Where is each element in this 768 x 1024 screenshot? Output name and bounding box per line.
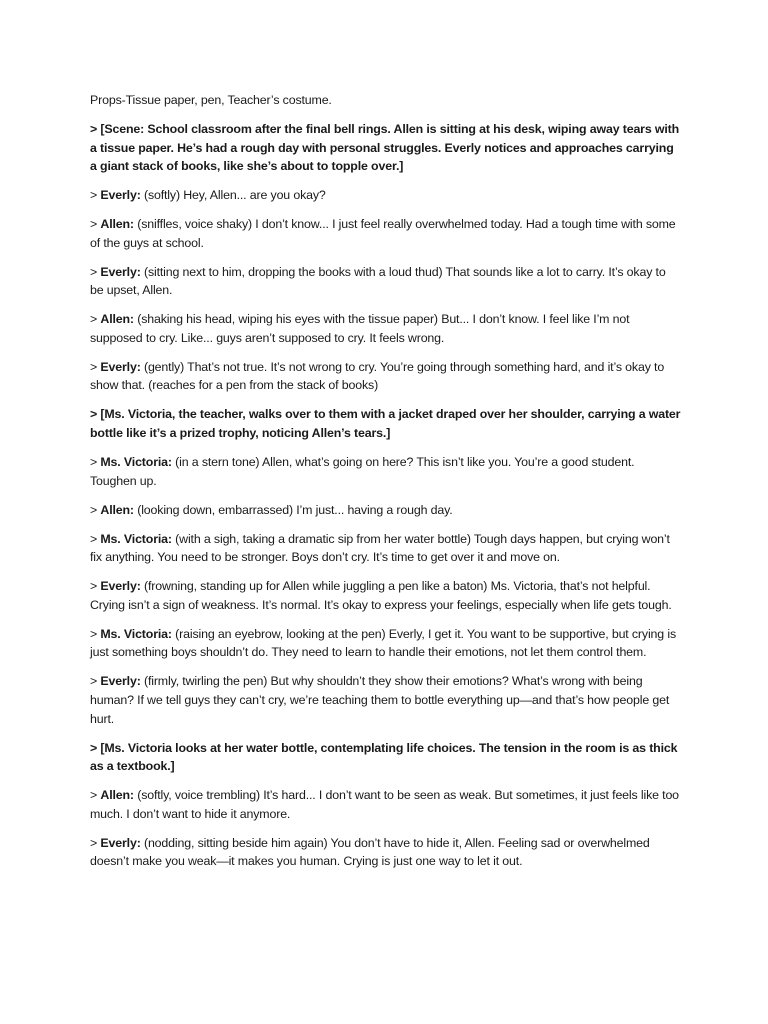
- dialogue-line: > Allen: (softly, voice trembling) It’s hard... I don’t want to be seen as weak. But sometimes, it just feels like too much. I don’t want to hide it anymore.: [90, 788, 679, 821]
- speaker-name: Everly:: [100, 674, 141, 689]
- speaker-name: Everly:: [100, 835, 141, 850]
- dialogue-text: (in a stern tone) Allen, what’s going on here? This isn’t like you. You’re a good student. Toughen up.: [90, 455, 635, 488]
- speaker-name: Allen:: [100, 312, 134, 327]
- dialogue-text: (sniffles, voice shaky) I don’t know... I just feel really overwhelmed today. Had a tough time with some of the guys at school.: [90, 217, 676, 250]
- speaker-name: Ms. Victoria:: [100, 455, 172, 470]
- dialogue-text: (frowning, standing up for Allen while juggling a pen like a baton) Ms. Victoria, that’s not helpful. Crying isn’t a sign of weakness. It’s normal. It’s okay to express your feelings, especially when life gets tough.: [90, 579, 672, 612]
- stage-direction: > [Ms. Victoria looks at her water bottle, contemplating life choices. The tension in the room is as thick as a textbook.]: [90, 740, 678, 774]
- speaker-name: Everly:: [100, 359, 141, 374]
- speaker-name: Ms. Victoria:: [100, 531, 172, 546]
- speaker-name: Allen:: [100, 217, 134, 232]
- dialogue-line: > Ms. Victoria: (in a stern tone) Allen, what’s going on here? This isn’t like you. You’re a good student. Toughen up.: [90, 455, 635, 488]
- dialogue-line: > Everly: (firmly, twirling the pen) But why shouldn’t they show their emotions? What’s wrong with being human? If we tell guys they can’t cry, we’re teaching them to bottle everything up—and that’s how people get hurt.: [90, 674, 670, 726]
- speaker-name: Ms. Victoria:: [100, 626, 172, 641]
- stage-direction: > [Ms. Victoria, the teacher, walks over to them with a jacket draped over her shoulder, carrying a water bottle like it’s a prized trophy, noticing Allen’s tears.]: [90, 407, 681, 441]
- dialogue-text: (softly, voice trembling) It’s hard... I don’t want to be seen as weak. But sometimes, it just feels like too much. I don’t want to hide it anymore.: [90, 788, 679, 821]
- dialogue-line: > Everly: (nodding, sitting beside him again) You don’t have to hide it, Allen. Feeling sad or overwhelmed doesn’t make you weak—it makes you human. Crying is just one way to let it out.: [90, 835, 650, 869]
- dialogue-line: > Everly: (frowning, standing up for Allen while juggling a pen like a baton) Ms. Victoria, that’s not helpful. Crying isn’t a sign of weakness. It’s normal. It’s okay to express your feelings, especially when life gets tough.: [90, 579, 672, 612]
- dialogue-line: > Everly: (gently) That’s not true. It’s not wrong to cry. You’re going through something hard, and it’s okay to show that. (reaches for a pen from the stack of books): [90, 359, 665, 393]
- dialogue-line: > Allen: (shaking his head, wiping his eyes with the tissue paper) But... I don’t know. I feel like I’m not supposed to cry. Like... guys aren’t supposed to cry. It feels wrong.: [90, 312, 630, 345]
- dialogue-text: (raising an eyebrow, looking at the pen) Everly, I get it. You want to be supportive, but crying is just something boys shouldn’t do. They need to learn to handle their emotions, not let them control them.: [90, 626, 676, 660]
- speaker-name: Allen:: [100, 788, 134, 803]
- props-line: Props-Tissue paper, pen, Teacher’s costume.: [90, 93, 332, 107]
- speaker-name: Everly:: [100, 579, 141, 594]
- speaker-name: Allen:: [100, 502, 134, 517]
- dialogue-line: > Ms. Victoria: (with a sigh, taking a dramatic sip from her water bottle) Tough days happen, but crying won’t fix anything. You need to be stronger. Boys don’t cry. It’s time to get over it and move on.: [90, 531, 670, 565]
- dialogue-line: > Everly: (sitting next to him, dropping the books with a loud thud) That sounds like a lot to carry. It’s okay to be upset, Allen.: [90, 264, 666, 298]
- speaker-name: Everly:: [100, 188, 141, 203]
- dialogue-text: (softly) Hey, Allen... are you okay?: [140, 188, 326, 203]
- dialogue-line: > Everly: (softly) Hey, Allen... are you okay?: [90, 188, 326, 203]
- dialogue-text: (nodding, sitting beside him again) You don’t have to hide it, Allen. Feeling sad or overwhelmed doesn’t make you weak—it makes you human. Crying is just one way to let it out.: [90, 835, 650, 869]
- dialogue-text: (sitting next to him, dropping the books with a loud thud) That sounds like a lot to carry. It’s okay to be upset, Allen.: [90, 264, 666, 298]
- dialogue-text: (gently) That’s not true. It’s not wrong to cry. You’re going through something hard, and it’s okay to show that. (reaches for a pen from the stack of books): [90, 359, 665, 393]
- dialogue-text: (looking down, embarrassed) I’m just... having a rough day.: [133, 502, 453, 517]
- document-page: [90, 91, 682, 881]
- dialogue-line: > Ms. Victoria: (raising an eyebrow, looking at the pen) Everly, I get it. You want to be supportive, but crying is just something boys shouldn’t do. They need to learn to handle their emotions, not let them control them.: [90, 626, 676, 660]
- dialogue-text: (with a sigh, taking a dramatic sip from her water bottle) Tough days happen, but crying won’t fix anything. You need to be stronger. Boys don’t cry. It’s time to get over it and move on.: [90, 531, 670, 565]
- dialogue-text: (firmly, twirling the pen) But why shouldn’t they show their emotions? What’s wrong with being human? If we tell guys they can’t cry, we’re teaching them to bottle everything up—and that’s how people get hurt.: [90, 674, 670, 726]
- speaker-name: Everly:: [100, 264, 141, 279]
- stage-direction: > [Scene: School classroom after the final bell rings. Allen is sitting at his desk, wiping away tears with a tissue paper. He’s had a rough day with personal struggles. Everly notices and approaches carrying a giant stack of books, like she’s about to topple over.]: [90, 121, 680, 174]
- dialogue-line: > Allen: (looking down, embarrassed) I’m just... having a rough day.: [90, 502, 453, 517]
- dialogue-text: (shaking his head, wiping his eyes with the tissue paper) But... I don’t know. I feel like I’m not supposed to cry. Like... guys aren’t supposed to cry. It feels wrong.: [90, 312, 630, 345]
- dialogue-line: > Allen: (sniffles, voice shaky) I don’t know... I just feel really overwhelmed today. Had a tough time with some of the guys at school.: [90, 217, 676, 250]
